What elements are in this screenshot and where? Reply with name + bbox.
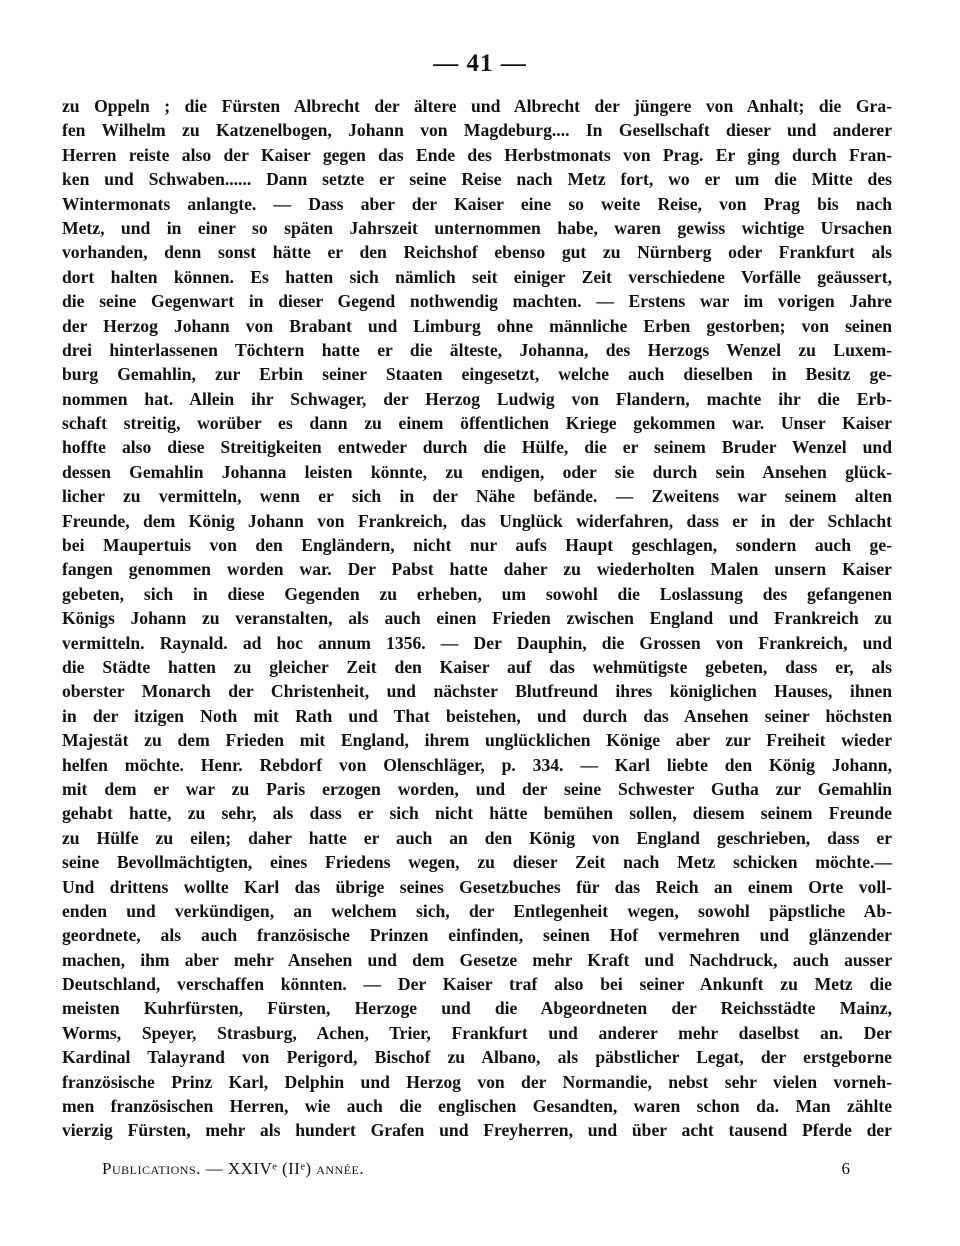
text-line: der Herzog Johann von Brabant und Limburg ohne männliche Erben gestorben; von seinen bbox=[62, 315, 892, 336]
text-line: zu Hülfe zu eilen; daher hatte er auch an den König von England geschrieben, dass er bbox=[62, 827, 892, 848]
text-line: fen Wilhelm zu Katzenelbogen, Johann von Magdeburg.... In Gesellschaft dieser und anderer bbox=[62, 120, 892, 141]
text-line: gebeten, sich in diese Gegenden zu erheben, um sowohl die Loslassung des gefangenen bbox=[62, 583, 892, 604]
text-line: fangen genommen worden war. Der Pabst hatte daher zu wiederholten Malen unsern Kaiser bbox=[62, 559, 892, 580]
text-line: vermitteln. Raynald. ad hoc annum 1356. — Der Dauphin, die Grossen von Frankreich, und bbox=[62, 632, 892, 653]
text-line: men französischen Herren, wie auch die englischen Gesandten, waren schon da. Man zählte bbox=[62, 1096, 892, 1117]
text-line: dessen Gemahlin Johanna leisten könnte, zu endigen, oder sie durch sein Ansehen glück- bbox=[62, 461, 892, 482]
text-line: gehabt hatte, zu sehr, als dass er sich nicht hätte bemühen sollen, diesem seinem Freunde bbox=[62, 803, 892, 824]
text-line: bei Maupertuis von den Engländern, nicht nur aufs Haupt geschlagen, sondern auch ge- bbox=[62, 535, 892, 556]
text-line: seine Bevollmächtigten, eines Friedens wegen, zu dieser Zeit nach Metz schicken möchte.— bbox=[62, 852, 892, 873]
text-line: Metz, und in einer so späten Jahrszeit unternommen habe, waren gewiss wichtige Ursachen bbox=[62, 217, 892, 238]
text-line: burg Gemahlin, zur Erbin seiner Staaten eingesetzt, welche auch dieselben in Besitz ge- bbox=[62, 364, 892, 385]
text-line: mit dem er war zu Paris erzogen worden, und der seine Schwester Gutha zur Gemahlin bbox=[62, 778, 892, 799]
text-line: vierzig Fürsten, mehr als hundert Grafen und Freyherren, und über acht tausend Pferde der bbox=[62, 1120, 892, 1141]
text-line: französische Prinz Karl, Delphin und Herzog von der Normandie, nebst sehr vielen vorneh- bbox=[62, 1071, 892, 1092]
text-line: drei hinterlassenen Töchtern hatte er die älteste, Johanna, des Herzogs Wenzel zu Luxem- bbox=[62, 339, 892, 360]
text-line: schaft streitig, worüber es dann zu einem öffentlichen Kriege gekommen war. Unser Kaiser bbox=[62, 413, 892, 434]
text-line: Herren reiste also der Kaiser gegen das Ende des Herbstmonats von Prag. Er ging durch Fran- bbox=[62, 144, 892, 165]
text-line: dort halten können. Es hatten sich nämlich seit einiger Zeit verschiedene Vorfälle geäussert, bbox=[62, 266, 892, 287]
text-line: helfen möchte. Henr. Rebdorf von Olenschläger, p. 334. — Karl liebte den König Johann, bbox=[62, 754, 892, 775]
signature-number: 6 bbox=[841, 1159, 850, 1178]
page-footer bbox=[102, 1157, 850, 1181]
text-line: die Städte hatten zu gleicher Zeit den Kaiser auf das wehmütigste gebeten, dass er, als bbox=[62, 656, 892, 677]
text-line: Deutschland, verschaffen könnten. — Der Kaiser traf also bei seiner Ankunft zu Metz die bbox=[62, 974, 892, 995]
text-line: vorhanden, denn sonst hätte er den Reichshof ebenso gut zu Nürnberg oder Frankfurt als bbox=[62, 242, 892, 263]
text-line: geordnete, als auch französische Prinzen einfinden, seinen Hof vermehren und glänzender bbox=[62, 925, 892, 946]
text-line: in der itzigen Noth mit Rath und That beistehen, und durch das Ansehen seiner höchsten bbox=[62, 705, 892, 726]
text-line: meisten Kuhrfürsten, Fürsten, Herzoge und die Abgeordneten der Reichsstädte Mainz, bbox=[62, 998, 892, 1019]
text-line: oberster Monarch der Christenheit, und nächster Blutfreund ihres königlichen Hauses, ihnen bbox=[62, 681, 892, 702]
text-line: Und drittens wollte Karl das übrige seines Gesetzbuches für das Reich an einem Orte voll- bbox=[62, 876, 892, 897]
text-line: licher zu vermitteln, wenn er sich in der Nähe befände. — Zweitens war seinem alten bbox=[62, 486, 892, 507]
text-line: Freunde, dem König Johann von Frankreich, das Unglück widerfahren, dass er in der Schlacht bbox=[62, 510, 892, 531]
text-line: Wintermonats anlangte. — Dass aber der Kaiser eine so weite Reise, von Prag bis nach bbox=[62, 193, 892, 214]
text-line: Königs Johann zu veranstalten, als auch einen Frieden zwischen England und Frankreich zu bbox=[62, 608, 892, 629]
text-line: ken und Schwaben...... Dann setzte er seine Reise nach Metz fort, wo er um die Mitte des bbox=[62, 169, 892, 190]
text-line: nommen hat. Allein ihr Schwager, der Herzog Ludwig von Flandern, machte ihr die Erb- bbox=[62, 388, 892, 409]
text-line: die seine Gegenwart in dieser Gegend nothwendig machten. — Erstens war im vorigen Jahre bbox=[62, 291, 892, 312]
text-line: Kardinal Talayrand von Perigord, Bischof zu Albano, als päbstlicher Legat, der erstgeborne bbox=[62, 1047, 892, 1068]
publication-signature: Publications. — XXIVᵉ (IIᵉ) année. bbox=[102, 1159, 365, 1178]
text-line: enden und verkündigen, an welchem sich, der Entlegenheit wegen, sowohl päpstliche Ab- bbox=[62, 900, 892, 921]
text-line: zu Oppeln ; die Fürsten Albrecht der ältere und Albrecht der jüngere von Anhalt; die Gra- bbox=[62, 96, 892, 116]
body-text bbox=[62, 94, 892, 1167]
text-line: hoffte also diese Streitigkeiten entweder durch die Hülfe, die er seinem Bruder Wenzel und bbox=[62, 437, 892, 458]
text-line: machen, ihm aber mehr Ansehen und dem Gesetze mehr Kraft und Nachdruck, auch ausser bbox=[62, 949, 892, 970]
text-line: Majestät zu dem Frieden mit England, ihrem unglücklichen Könige aber zur Freiheit wieder bbox=[62, 730, 892, 751]
text-line: Worms, Speyer, Strasburg, Achen, Trier, Frankfurt und anderer mehr daselbst an. Der bbox=[62, 1022, 892, 1043]
page-number: — 41 — bbox=[433, 50, 527, 77]
